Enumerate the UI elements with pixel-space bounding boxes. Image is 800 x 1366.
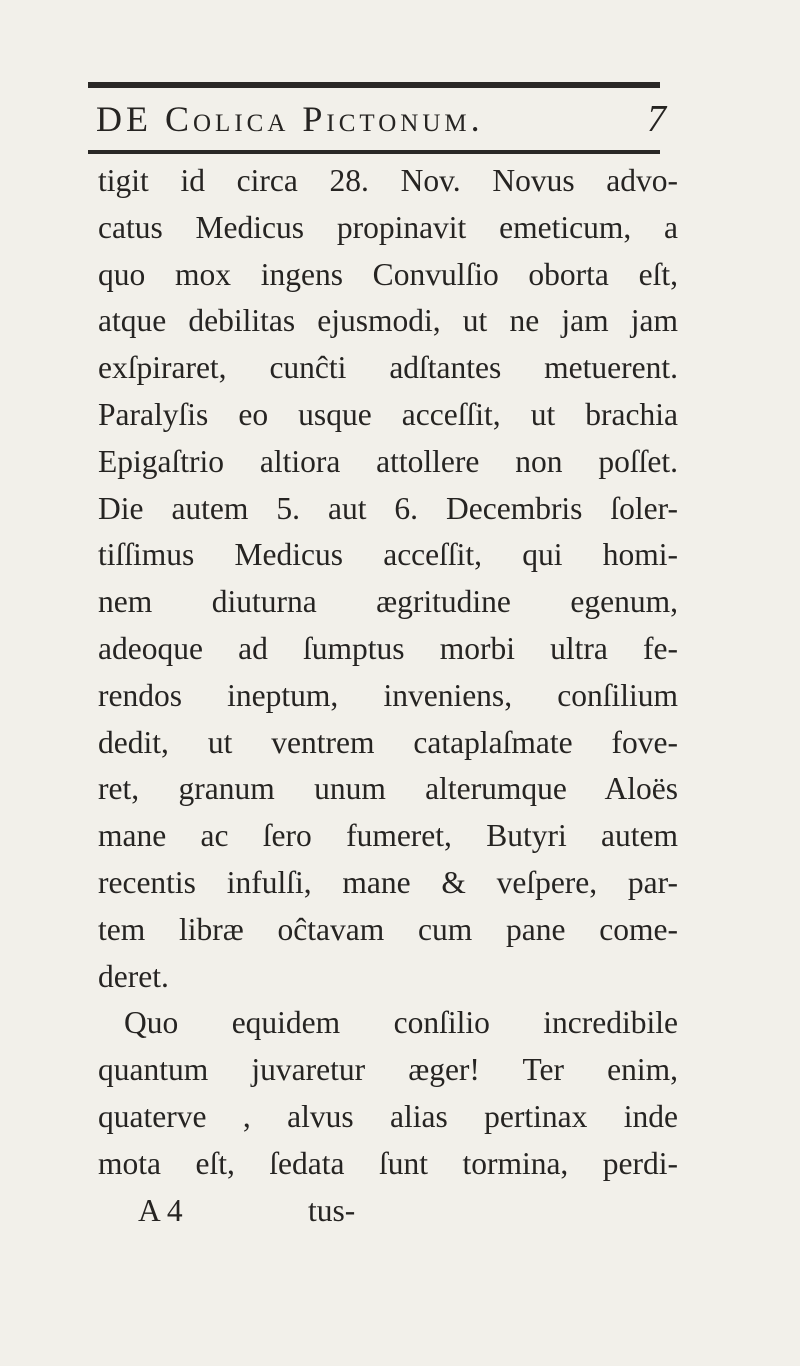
text-line: Quo equidem conſilio incredibile [124,1005,678,1041]
text-line: tigit id circa 28. Nov. Novus advo- [98,163,678,198]
text-line: Paralyſis eo usque acceſſit, ut brachia [98,396,678,432]
text-line: nem diuturna ægritudine egenum, [98,584,678,620]
body-text [98,158,678,1234]
text-line: mane ac ſero fumeret, Butyri autem [98,818,678,854]
text-line: Die autem 5. aut 6. Decembris ſoler- [98,490,678,526]
text-line: tem libræ oĉtavam cum pane come- [98,911,678,947]
text-line: quo mox ingens Convulſio oborta eſt, [98,256,678,292]
text-line: tiſſimus Medicus acceſſit, qui homi- [98,537,678,573]
header-rule-bottom [88,150,660,154]
signature-mark: A 4 [138,1192,183,1228]
header-rule-top [88,82,660,88]
text-line: rendos ineptum, inveniens, conſilium [98,677,678,713]
text-line: exſpiraret, cunĉti adſtantes metuerent. [98,350,678,386]
catchword: tus- [308,1192,356,1228]
text-line: catus Medicus propinavit emeticum, a [98,209,678,245]
text-line: Epigaſtrio altiora attollere non poſſet. [98,443,678,479]
text-line: mota eſt, ſedata ſunt tormina, perdi- [98,1145,678,1181]
page-number: 7 [647,98,666,140]
text-line: quaterve , alvus alias pertinax inde [98,1098,678,1134]
text-line-end: deret. [98,958,169,994]
text-line: recentis infulſi, mane & veſpere, par- [98,864,678,900]
running-head [96,94,666,144]
running-title: DE Colica Pictonum. [96,99,484,139]
text-line: adeoque ad ſumptus morbi ultra fe- [98,630,678,666]
text-line: quantum juvaretur æger! Ter enim, [98,1052,678,1088]
text-line: ret, granum unum alterumque Aloës [98,771,678,807]
footer-line [98,1188,678,1235]
text-line: atque debilitas ejusmodi, ut ne jam jam [98,303,678,339]
text-line: dedit, ut ventrem cataplaſmate fove- [98,724,678,760]
